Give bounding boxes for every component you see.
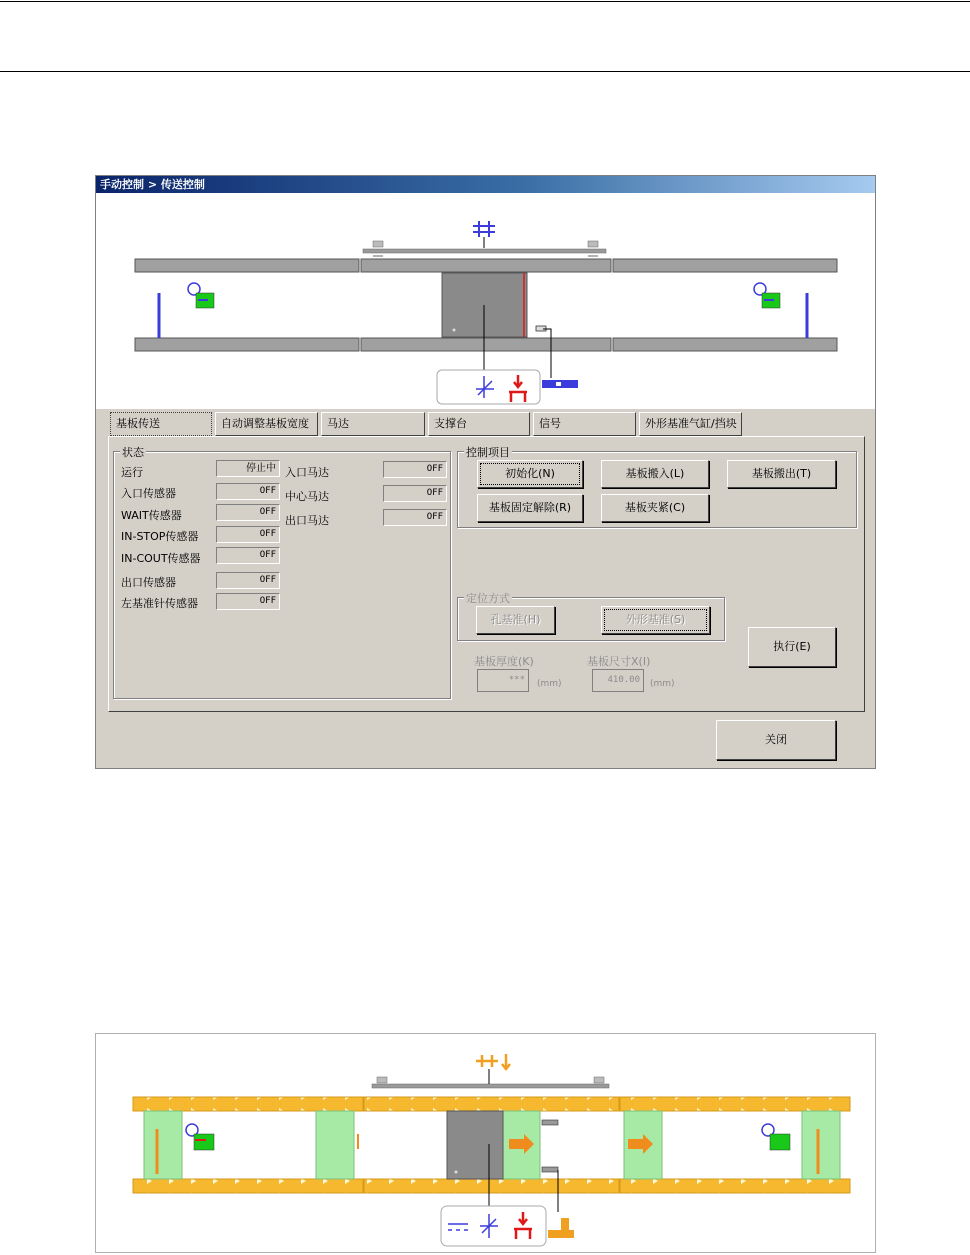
size-unit: (mm) — [650, 679, 675, 689]
tab-signal[interactable]: 信号 — [533, 412, 636, 436]
status-label: WAIT传感器 — [121, 509, 182, 522]
tab-panel — [108, 412, 865, 712]
conveyor-diagram-detailed — [95, 1033, 876, 1253]
control-group — [457, 446, 857, 528]
thickness-unit: (mm) — [537, 679, 562, 689]
lower-rail-center — [361, 338, 611, 351]
execute-button[interactable]: 执行(E) — [748, 627, 836, 667]
close-button[interactable]: 关闭 — [716, 720, 836, 760]
lower-rail-left — [135, 338, 359, 351]
tab-auto-width[interactable]: 自动调整基板宽度 — [215, 412, 318, 436]
status-value: OFF — [216, 547, 280, 564]
status-group — [113, 446, 451, 699]
control-legend: 控制项目 — [466, 446, 510, 459]
hole-reference-button[interactable]: 孔基准(H) — [476, 606, 555, 634]
release-board-button[interactable]: 基板固定解除(R) — [477, 494, 583, 522]
motor-value: OFF — [383, 509, 447, 526]
status-label: 入口传感器 — [121, 487, 176, 500]
status-label: 运行 — [121, 466, 143, 479]
window-title: 手动控制 > 传送控制 — [96, 176, 875, 193]
conveyor-diagram-detailed-svg — [96, 1034, 875, 1252]
status-value: OFF — [216, 526, 280, 543]
thickness-field[interactable]: *** — [477, 669, 529, 692]
status-label: 左基准针传感器 — [121, 597, 198, 610]
header-rule — [0, 71, 970, 72]
status-value: 停止中 — [216, 460, 280, 477]
support-pin — [373, 241, 383, 247]
load-board-button[interactable]: 基板搬入(L) — [601, 460, 709, 488]
tab-board-transfer[interactable]: 基板传送 — [110, 412, 212, 436]
upper-rail-right — [613, 259, 837, 272]
motor-value: OFF — [383, 485, 447, 502]
motor-label: 中心马达 — [285, 490, 329, 503]
tab-motor[interactable]: 马达 — [321, 412, 425, 436]
size-label: 基板尺寸X(I) — [587, 655, 651, 668]
tab-outline-cylinder[interactable]: 外形基准气缸/挡块 — [639, 412, 742, 436]
lower-rail-right — [613, 338, 837, 351]
status-legend: 状态 — [122, 446, 144, 459]
size-field[interactable]: 410.00 — [592, 669, 644, 692]
upper-rail-center — [361, 259, 611, 272]
upper-rail-left — [135, 259, 359, 272]
outline-reference-button[interactable]: 外形基准(S) — [601, 606, 710, 634]
motor-label: 入口马达 — [285, 466, 329, 479]
status-value: OFF — [216, 572, 280, 589]
status-value: OFF — [216, 504, 280, 521]
top-rule — [0, 1, 970, 2]
pin-icon — [476, 1054, 510, 1069]
tab-support-table[interactable]: 支撑台 — [428, 412, 530, 436]
conveyor-diagram-svg — [96, 193, 875, 409]
status-value: OFF — [216, 593, 280, 610]
conveyor-diagram — [96, 193, 875, 409]
stopper-icon — [548, 1218, 574, 1238]
status-label: IN-COUT传感器 — [121, 552, 201, 565]
status-label: 出口传感器 — [121, 576, 176, 589]
tab-body — [108, 436, 865, 712]
support-bar — [363, 249, 606, 253]
manual-control-window — [95, 175, 876, 769]
status-label: IN-STOP传感器 — [121, 530, 199, 543]
motor-label: 出口马达 — [285, 514, 329, 527]
positioning-legend: 定位方式 — [466, 592, 510, 605]
motor-value: OFF — [383, 461, 447, 478]
support-pin — [588, 241, 598, 247]
positioning-group — [457, 592, 725, 641]
unload-board-button[interactable]: 基板搬出(T) — [727, 460, 836, 488]
thickness-label: 基板厚度(K) — [474, 655, 534, 668]
pin-icon — [473, 221, 495, 237]
status-value: OFF — [216, 483, 280, 500]
clamp-board-button[interactable]: 基板夹紧(C) — [601, 494, 709, 522]
init-button[interactable]: 初始化(N) — [477, 460, 583, 488]
